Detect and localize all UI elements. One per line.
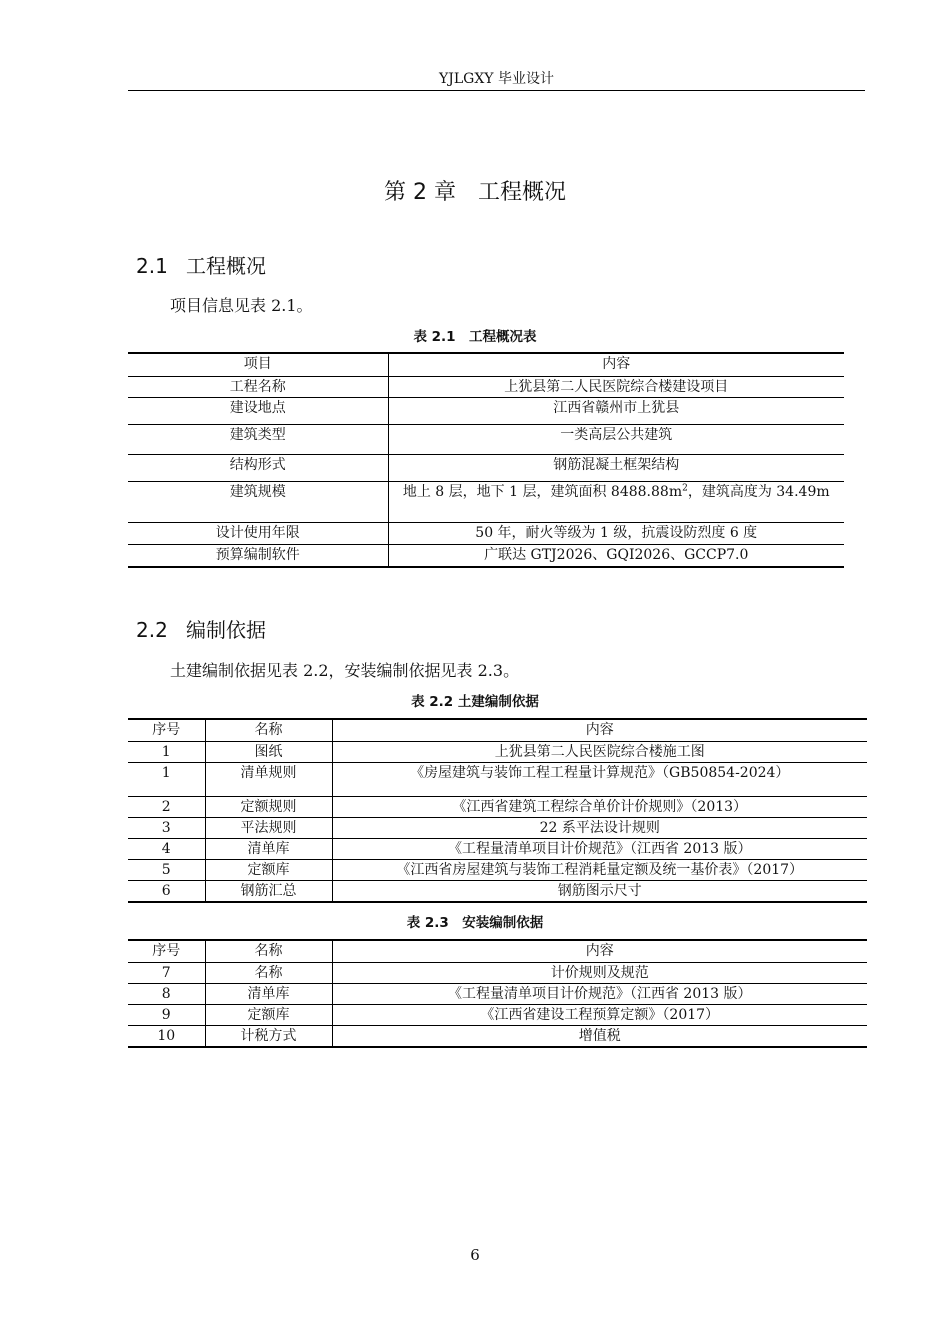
table-row (128, 984, 867, 1005)
table-cell: 1 (128, 742, 205, 763)
table-cell: 名称 (205, 940, 332, 963)
table-cell: 预算编制软件 (128, 545, 388, 568)
section-title-2-2 (136, 616, 266, 644)
table-header-row (128, 719, 867, 742)
table-caption-2-1: 表 2.1 工程概况表 (413, 329, 537, 345)
table-cell: 8 (128, 984, 205, 1005)
table-cell: 2 (128, 797, 205, 818)
table-cell: 内容 (388, 353, 844, 377)
table-row (128, 797, 867, 818)
table-cell: 序号 (128, 719, 205, 742)
table-row (128, 1005, 867, 1026)
table-cell: 图纸 (205, 742, 332, 763)
table-cell: 5 (128, 860, 205, 881)
table-cell: 上犹县第二人民医院综合楼建设项目 (388, 377, 844, 398)
table-cell: 设计使用年限 (128, 523, 388, 545)
table-row (128, 881, 867, 903)
table-row (128, 818, 867, 839)
table-cell: 3 (128, 818, 205, 839)
table-cell: 一类高层公共建筑 (388, 425, 844, 455)
table-cell: 6 (128, 881, 205, 903)
table-row (128, 482, 844, 523)
table-cell: 9 (128, 1005, 205, 1026)
table-row (128, 860, 867, 881)
table-install-basis (128, 939, 867, 1048)
table-cell: 结构形式 (128, 455, 388, 482)
page-number: 6 (470, 1246, 480, 1264)
table-cell: 计价规则及规范 (332, 963, 867, 984)
table-cell: 钢筋混凝土框架结构 (388, 455, 844, 482)
table-cell: 定额规则 (205, 797, 332, 818)
section-number: 2.2 (136, 618, 168, 642)
table-caption-2-3: 表 2.3 安装编制依据 (406, 915, 544, 931)
table-cell: 项目 (128, 353, 388, 377)
table-cell: 内容 (332, 719, 867, 742)
table-row (128, 425, 844, 455)
table-row (128, 1026, 867, 1048)
table-cell: 名称 (205, 963, 332, 984)
table-row (128, 963, 867, 984)
table-cell: 平法规则 (205, 818, 332, 839)
page-header: YJLGXY 毕业设计 (128, 70, 865, 91)
table-cell: 钢筋图示尺寸 (332, 881, 867, 903)
table-cell: 22 系平法设计规则 (332, 818, 867, 839)
section-intro: 土建编制依据见表 2.2，安装编制依据见表 2.3。 (170, 661, 520, 680)
cell-text: 地上 8 层，地下 1 层，建筑面积 8488.88m (402, 484, 683, 500)
table-cell: 清单规则 (205, 763, 332, 797)
table-cell: 7 (128, 963, 205, 984)
table-row (128, 398, 844, 425)
table-cell: 工程名称 (128, 377, 388, 398)
table-cell: 4 (128, 839, 205, 860)
table-cell: 钢筋汇总 (205, 881, 332, 903)
table-cell: 《工程量清单项目计价规范》（江西省 2013 版） (332, 839, 867, 860)
table-row (128, 839, 867, 860)
table-cell: 定额库 (205, 860, 332, 881)
cell-text: ，建筑高度为 34.49m (687, 484, 830, 500)
table-cell: 《房屋建筑与装饰工程工程量计算规范》（GB50854-2024） (332, 763, 867, 797)
table-cell: 江西省赣州市上犹县 (388, 398, 844, 425)
section-title-2-1 (136, 252, 266, 280)
table-cell: 增值税 (332, 1026, 867, 1048)
table-cell: 《江西省建筑工程综合单价计价规则》（2013） (332, 797, 867, 818)
table-header-row (128, 353, 844, 377)
table-cell: 《工程量清单项目计价规范》（江西省 2013 版） (332, 984, 867, 1005)
table-cell: 计税方式 (205, 1026, 332, 1048)
table-cell: 上犹县第二人民医院综合楼施工图 (332, 742, 867, 763)
table-row (128, 377, 844, 398)
table-header-row (128, 940, 867, 963)
table-cell: 名称 (205, 719, 332, 742)
table-row (128, 545, 844, 568)
table-row (128, 742, 867, 763)
table-cell: 50 年，耐火等级为 1 级，抗震设防烈度 6 度 (388, 523, 844, 545)
table-cell (388, 482, 844, 523)
section-heading: 编制依据 (186, 618, 266, 642)
table-cell: 清单库 (205, 839, 332, 860)
table-row (128, 523, 844, 545)
table-cell: 序号 (128, 940, 205, 963)
table-cell: 定额库 (205, 1005, 332, 1026)
table-cell: 建设地点 (128, 398, 388, 425)
table-project-overview (128, 352, 844, 568)
section-heading: 工程概况 (186, 254, 266, 278)
table-cell: 1 (128, 763, 205, 797)
table-row (128, 763, 867, 797)
superscript: 2 (682, 483, 688, 494)
table-cell: 内容 (332, 940, 867, 963)
table-cell: 建筑规模 (128, 482, 388, 523)
table-caption-2-2: 表 2.2 土建编制依据 (411, 694, 539, 710)
table-cell: 《江西省房屋建筑与装饰工程消耗量定额及统一基价表》（2017） (332, 860, 867, 881)
table-cell: 清单库 (205, 984, 332, 1005)
table-cell: 广联达 GTJ2026、GQI2026、GCCP7.0 (388, 545, 844, 568)
table-cell: 10 (128, 1026, 205, 1048)
section-intro: 项目信息见表 2.1。 (170, 296, 313, 315)
table-cell: 建筑类型 (128, 425, 388, 455)
table-civil-basis (128, 718, 867, 903)
table-cell: 《江西省建设工程预算定额》（2017） (332, 1005, 867, 1026)
chapter-title: 第 2 章 工程概况 (384, 180, 566, 205)
section-number: 2.1 (136, 254, 168, 278)
table-row (128, 455, 844, 482)
